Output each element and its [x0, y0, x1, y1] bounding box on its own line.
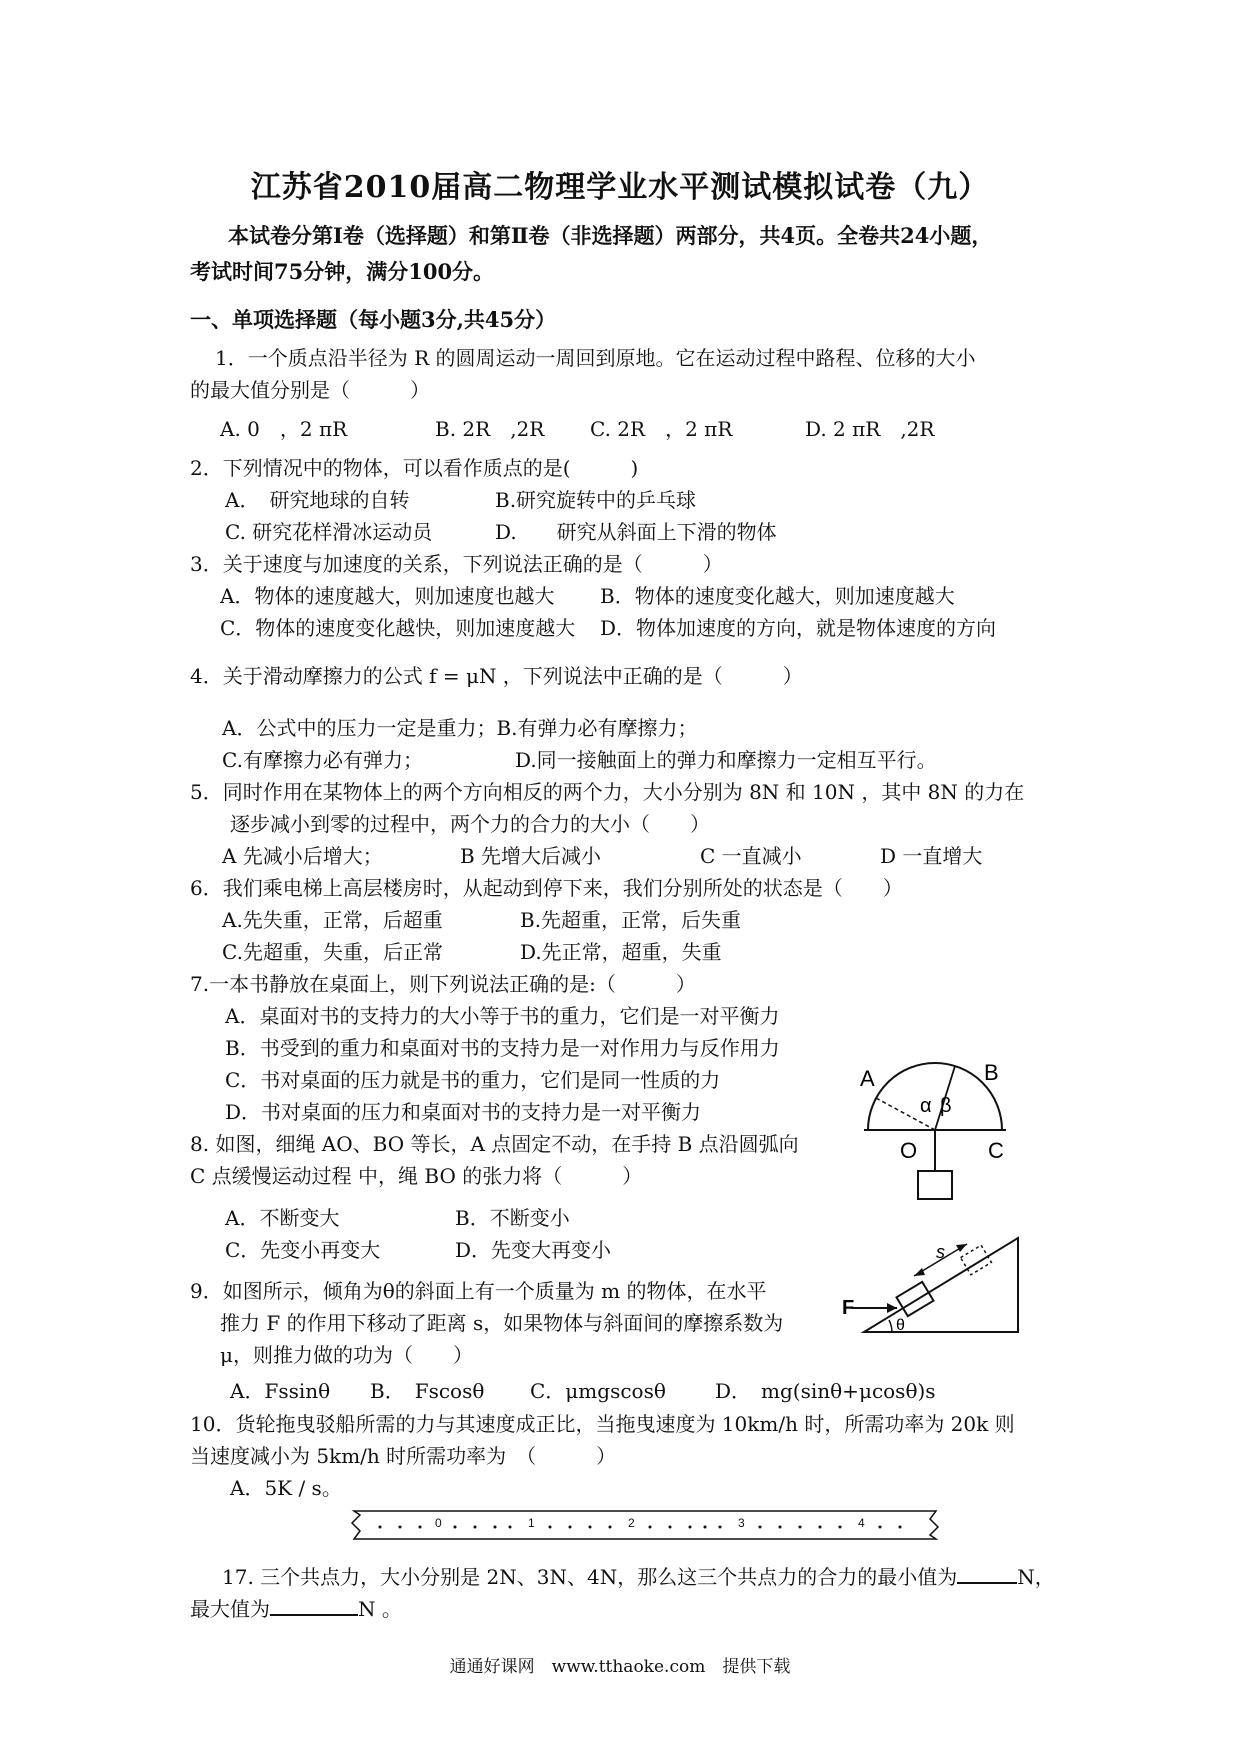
q2-option-a: A． 研究地球的自转 — [225, 488, 410, 512]
q5-line-2: 逐步减小到零的过程中，两个力的合力的大小（ ） — [230, 812, 710, 836]
q8-label-b: B — [984, 1060, 999, 1085]
q17-blank-min[interactable] — [957, 1562, 1017, 1584]
q4-line-1: A．公式中的压力一定是重力；B.有弹力必有摩擦力； — [222, 716, 698, 740]
q2-stem: 2．下列情况中的物体，可以看作质点的是( ) — [190, 456, 639, 480]
q6-option-a: A.先失重，正常，后超重 — [222, 908, 443, 932]
ruler-strip — [350, 1507, 940, 1543]
q17-text-2a: 最大值为 — [190, 1597, 270, 1621]
exam-intro — [190, 218, 1070, 290]
q6-stem: 6．我们乘电梯上高层楼房时，从起动到停下来，我们分别所处的状态是（ ） — [190, 876, 903, 900]
q1-line-2: 的最大值分别是（ ） — [190, 378, 430, 402]
q2-option-b: B.研究旋转中的乒乓球 — [495, 488, 697, 512]
q10-line-2: 当速度减小为 5km/h 时所需功率为 （ ） — [190, 1444, 617, 1468]
q9-label-theta: θ — [896, 1317, 905, 1334]
page-title: 江苏省2010届高二物理学业水平测试模拟试卷（九） — [250, 170, 990, 205]
q3-option-b: B．物体的速度变化越大，则加速度越大 — [600, 584, 955, 608]
q10-line-1: 10．货轮拖曳驳船所需的力与其速度成正比，当拖曳速度为 10km/h 时，所需功率为 20k 则 — [190, 1412, 1015, 1436]
q7-option-d: D．书对桌面的压力和桌面对书的支持力是一对平衡力 — [225, 1100, 702, 1124]
q5-option-a: A 先减小后增大； — [222, 844, 383, 868]
q10-option-a: A．5K / s。 — [230, 1476, 342, 1500]
q4-line-2a: C.有摩擦力必有弹力； — [222, 748, 423, 772]
q8-line-2: C 点缓慢运动过程 中，绳 BO 的张力将（ ） — [190, 1164, 643, 1188]
q9-line-3: μ，则推力做的功为（ ） — [220, 1343, 473, 1367]
q3-option-d: D．物体加速度的方向，就是物体速度的方向 — [600, 616, 997, 640]
q1-option-d: D. 2 πR ,2R — [805, 417, 935, 441]
ruler-mark-3: 3 — [738, 1516, 745, 1530]
q2-option-c: C. 研究花样滑冰运动员 — [225, 520, 433, 544]
q5-option-c: C 一直减小 — [700, 844, 802, 868]
q8-label-c: C — [988, 1138, 1004, 1163]
q9-option-c: C．μmgscosθ — [530, 1379, 666, 1403]
q9-option-d: D． mg(sinθ+μcosθ)s — [715, 1379, 936, 1403]
q6-option-c: C.先超重，失重，后正常 — [222, 940, 443, 964]
q9-option-a: A．Fssinθ — [230, 1379, 331, 1403]
q17-text-2b: N 。 — [358, 1597, 402, 1621]
q5-line-1: 5．同时作用在某物体上的两个方向相反的两个力，大小分别为 8N 和 10N ，其中 8N 的力在 — [190, 780, 1025, 804]
q17-text-1b: N， — [1017, 1565, 1055, 1589]
q17-text-1a: 17. 三个共点力，大小分别是 2N、3N、4N，那么这三个共点力的合力的最小值为 — [222, 1565, 958, 1589]
q4-line-2b: D.同一接触面上的弹力和摩擦力一定相互平行。 — [515, 748, 937, 772]
ruler-mark-0: 0 — [435, 1516, 442, 1530]
q6-option-b: B.先超重，正常，后失重 — [520, 908, 742, 932]
q3-option-a: A．物体的速度越大，则加速度也越大 — [220, 584, 555, 608]
q8-label-o: O — [900, 1138, 918, 1163]
q8-rope-diagram — [860, 1058, 1010, 1208]
q3-option-c: C．物体的速度变化越快，则加速度越大 — [220, 616, 576, 640]
q3-stem: 3．关于速度与加速度的关系，下列说法正确的是（ ） — [190, 552, 723, 576]
q9-label-s: s — [936, 1242, 945, 1262]
q9-incline-diagram — [842, 1228, 1022, 1340]
ruler-mark-1: 1 — [528, 1516, 535, 1530]
q1-option-c: C. 2R ，2 πR — [590, 417, 733, 441]
q1-line-1: 1．一个质点沿半径为 R 的圆周运动一周回到原地。它在运动过程中路程、位移的大小 — [215, 346, 976, 370]
q9-option-b: B． Fscosθ — [370, 1379, 485, 1403]
q7-option-c: C．书对桌面的压力就是书的重力，它们是同一性质的力 — [225, 1068, 721, 1092]
q5-option-d: D 一直增大 — [880, 844, 983, 868]
q7-stem: 7.一本书静放在桌面上，则下列说法正确的是:（ ） — [190, 972, 696, 996]
q8-label-a: A — [860, 1066, 875, 1091]
q17-blank-max[interactable] — [270, 1594, 358, 1616]
q4-stem: 4．关于滑动摩擦力的公式 f = μN ，下列说法中正确的是（ ） — [190, 664, 803, 688]
q9-line-1: 9．如图所示，倾角为θ的斜面上有一个质量为 m 的物体，在水平 — [190, 1279, 767, 1303]
q2-option-d: D. 研究从斜面上下滑的物体 — [495, 520, 777, 544]
q7-option-a: A．桌面对书的支持力的大小等于书的重力，它们是一对平衡力 — [225, 1004, 780, 1028]
section-heading-1: 一、单项选择题（每小题3分,共45分） — [190, 307, 557, 332]
ruler-mark-2: 2 — [628, 1516, 635, 1530]
q7-option-b: B．书受到的重力和桌面对书的支持力是一对作用力与反作用力 — [225, 1036, 780, 1060]
q6-option-d: D.先正常，超重，失重 — [520, 940, 722, 964]
q8-option-c: C．先变小再变大 — [225, 1238, 381, 1262]
ruler-mark-4: 4 — [858, 1516, 865, 1530]
intro-line-2: 考试时间75分钟，满分100分。 — [190, 259, 495, 284]
q8-option-a: A．不断变大 — [225, 1206, 340, 1230]
q8-line-1: 8. 如图，细绳 AO、BO 等长，A 点固定不动，在手持 B 点沿圆弧向 — [190, 1132, 799, 1156]
q8-option-b: B．不断变小 — [455, 1206, 570, 1230]
q9-label-f: F — [842, 1297, 855, 1319]
q8-label-alpha: α — [920, 1095, 932, 1117]
q17-line-2 — [190, 1594, 402, 1623]
q17-line-1 — [222, 1562, 1055, 1591]
q1-option-b: B. 2R ,2R — [435, 417, 545, 441]
q5-option-b: B 先增大后减小 — [460, 844, 602, 868]
page-footer: 通通好课网 www.tthaoke.com 提供下载 — [449, 1657, 791, 1677]
intro-line-1: 本试卷分第Ⅰ卷（选择题）和第Ⅱ卷（非选择题）两部分，共4页。全卷共24小题， — [228, 223, 993, 248]
q9-line-2: 推力 F 的作用下移动了距离 s，如果物体与斜面间的摩擦系数为 — [220, 1311, 784, 1335]
q8-label-beta: β — [940, 1095, 952, 1117]
q1-option-a: A. 0 ，2 πR — [220, 417, 348, 441]
q8-option-d: D．先变大再变小 — [455, 1238, 612, 1262]
